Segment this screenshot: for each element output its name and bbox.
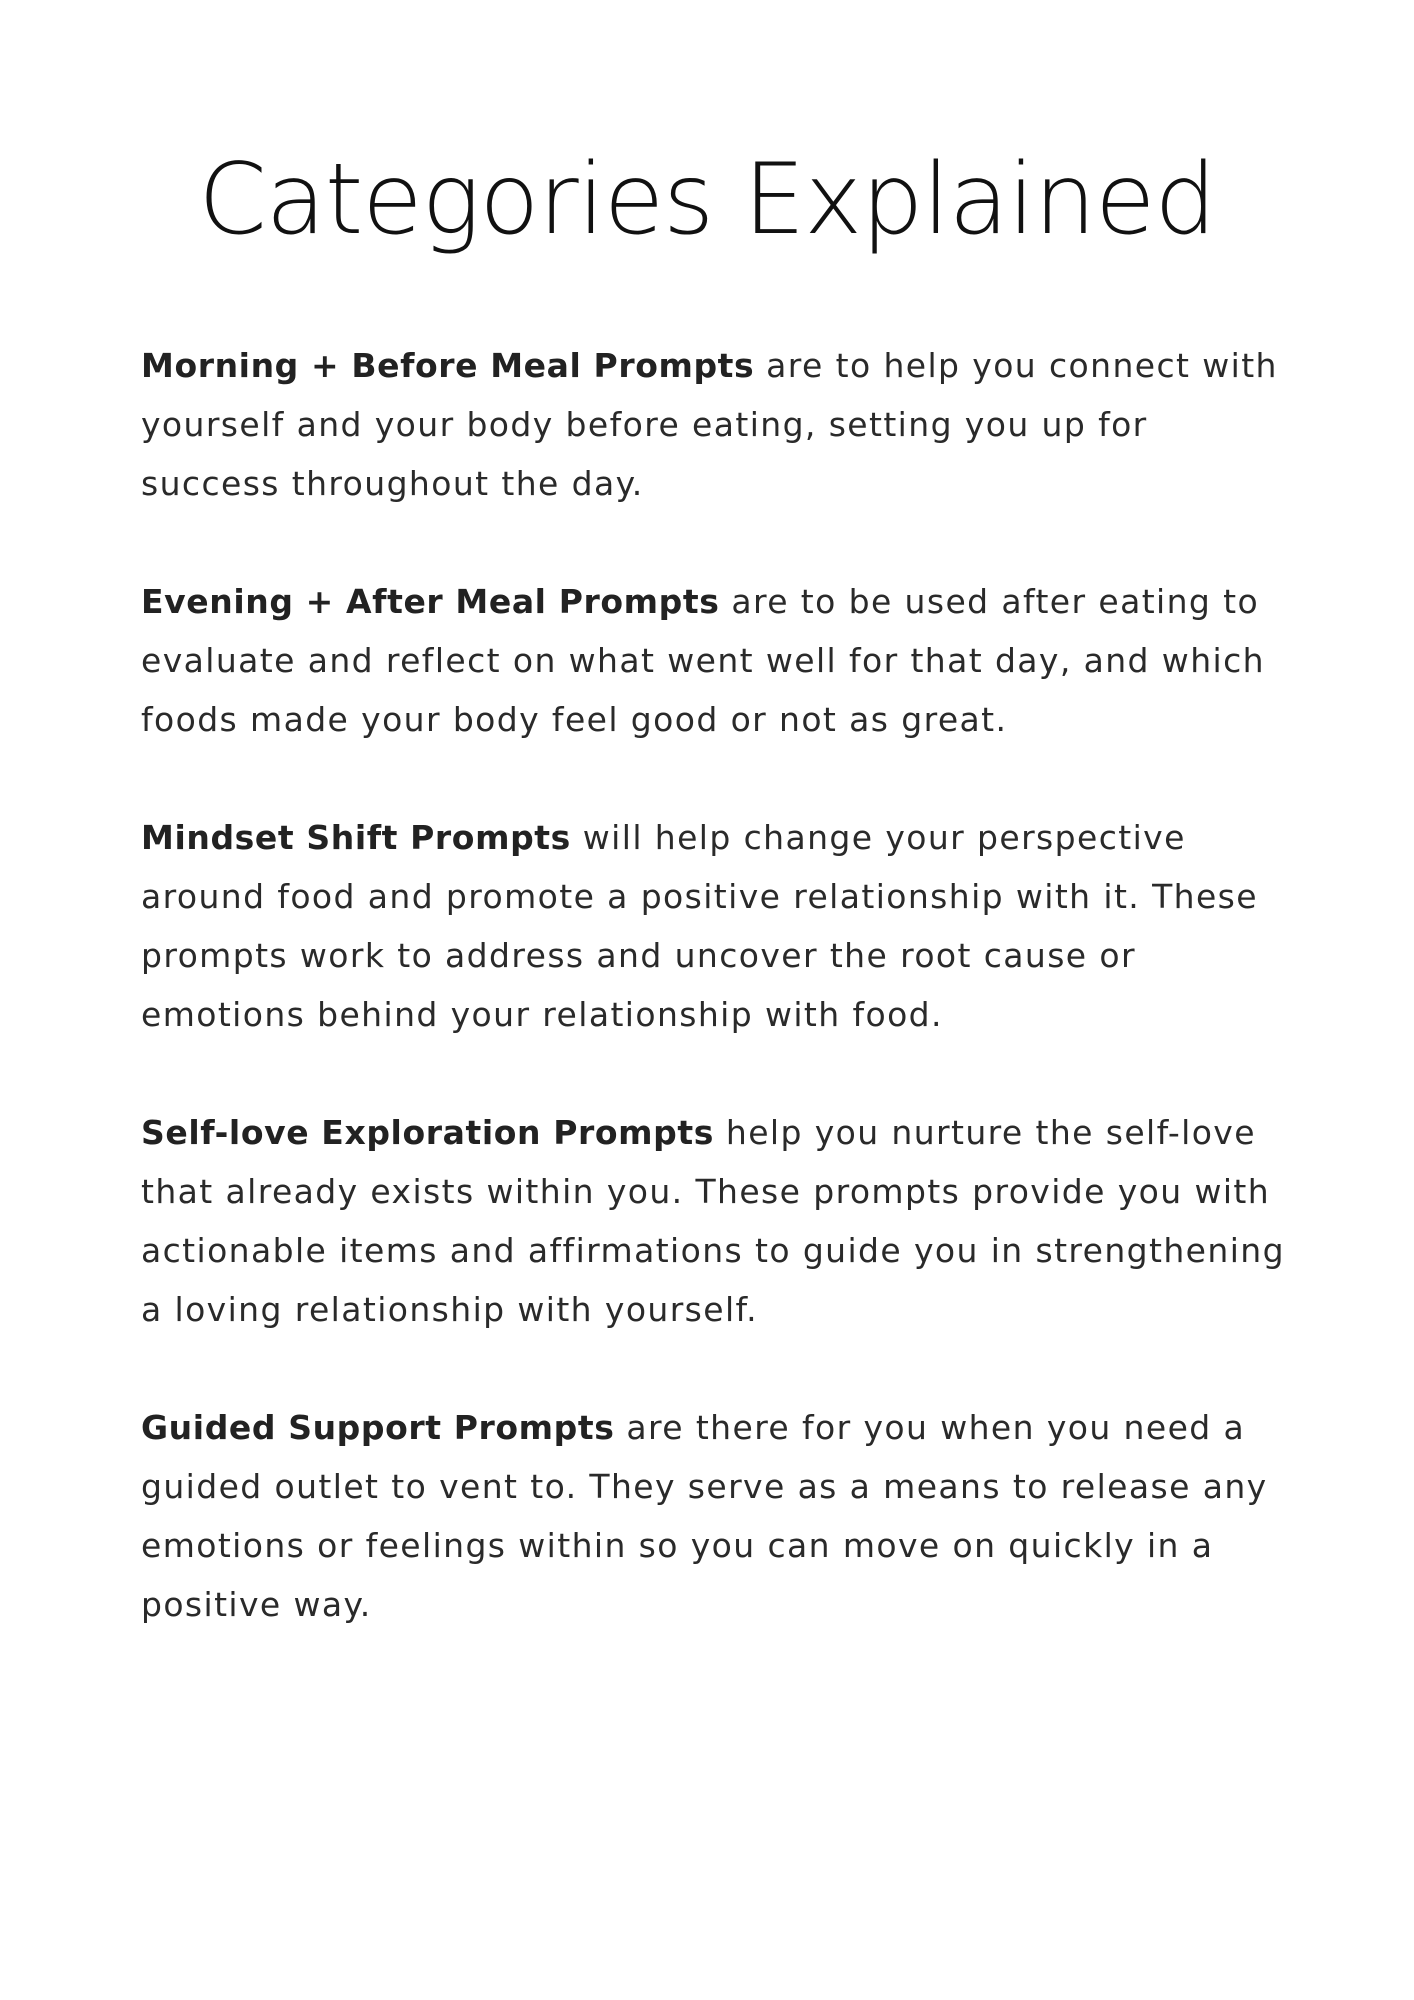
category-description: are to help you connect with yourself and your body before eating, setting you up for success throughout the day. <box>141 346 1278 503</box>
category-paragraph-self-love <box>141 1103 1291 1339</box>
category-term: Morning + Before Meal Prompts <box>141 346 755 385</box>
category-description: help you nurture the self-love that already exists within you. These prompts provide you with actionable items and affirmations to guide you in strengthening a loving relationship with yourself. <box>141 1113 1285 1329</box>
page-title: Categories Explained <box>198 143 1216 257</box>
category-description: are there for you when you need a guided outlet to vent to. They serve as a means to release any emotions or feelings within so you can move on quickly in a positive way. <box>141 1408 1268 1624</box>
category-description: will help change your perspective around food and promote a positive relationship with it. These prompts work to address and uncover the root cause or emotions behind your relationship with food. <box>141 818 1258 1034</box>
category-term: Guided Support Prompts <box>141 1408 615 1447</box>
category-term: Evening + After Meal Prompts <box>141 582 720 621</box>
category-paragraph-morning <box>141 336 1291 513</box>
category-description: are to be used after eating to evaluate and reflect on what went well for that day, and which foods made your body feel good or not as great. <box>141 582 1265 739</box>
category-paragraph-evening <box>141 572 1291 749</box>
category-term: Self-love Exploration Prompts <box>141 1113 714 1152</box>
category-paragraph-mindset <box>141 808 1291 1044</box>
category-list <box>141 336 1291 1634</box>
category-paragraph-guided-support <box>141 1398 1291 1634</box>
category-term: Mindset Shift Prompts <box>141 818 571 857</box>
